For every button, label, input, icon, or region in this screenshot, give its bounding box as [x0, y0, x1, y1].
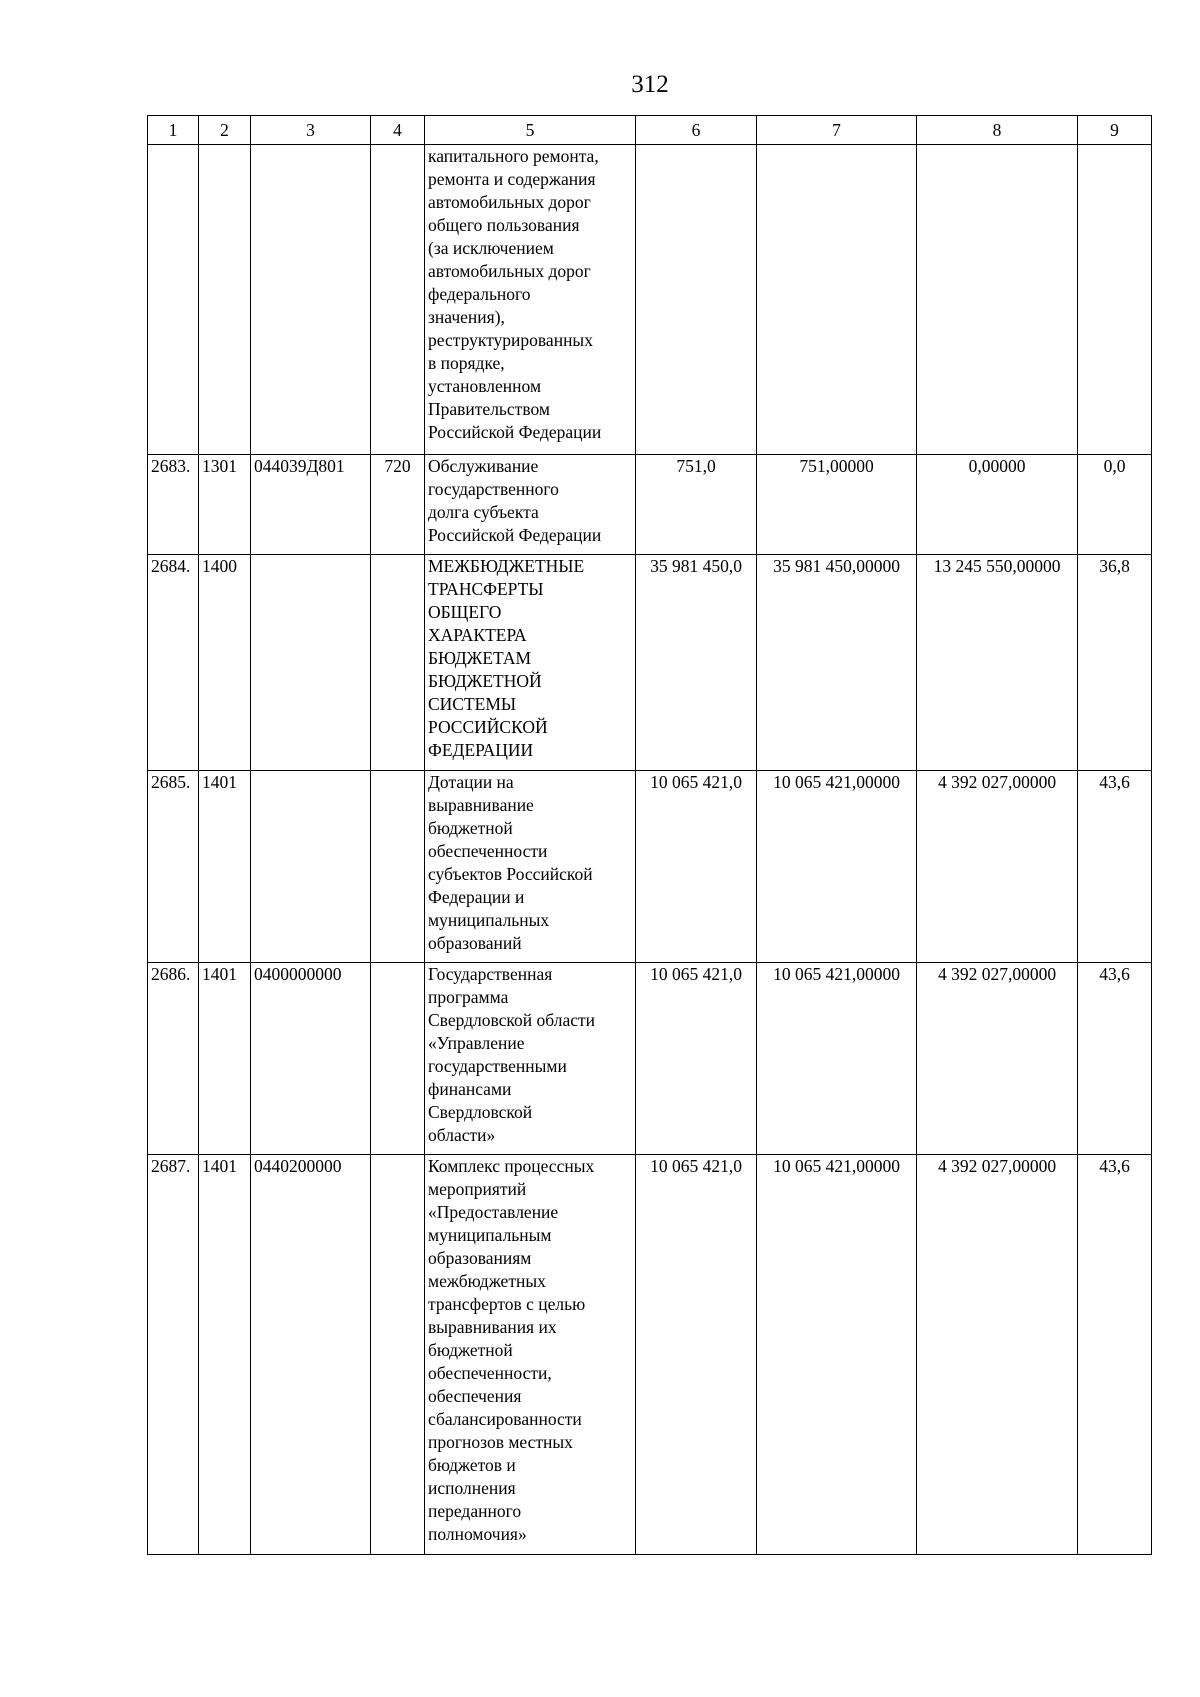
- column-header: 3: [251, 116, 371, 145]
- item-name-text: МЕЖБЮДЖЕТНЫЕ ТРАНСФЕРТЫ ОБЩЕГО ХАРАКТЕРА БЮДЖЕТАМ БЮДЖЕТНОЙ СИСТЕМЫ РОССИЙСКОЙ ФЕДЕРАЦИИ: [428, 556, 585, 760]
- item-name-cell: [425, 455, 636, 555]
- execution-percent-cell: 43,6: [1078, 963, 1152, 1155]
- table-body: [148, 145, 1152, 1555]
- approved-amount-cell: [636, 145, 757, 455]
- expense-type-cell: [371, 145, 425, 455]
- item-name-cell: [425, 145, 636, 455]
- item-name-text: капитального ремонта, ремонта и содержания автомобильных дорог общего пользования (за исключением автомобильных дорог федерального значения), реструктурированных в порядке, установленном Правительством Российской Федерации: [428, 146, 602, 442]
- revised-amount-cell: 10 065 421,00000: [757, 963, 917, 1155]
- execution-percent-cell: 0,0: [1078, 455, 1152, 555]
- column-header: 8: [917, 116, 1078, 145]
- approved-amount-cell: 10 065 421,0: [636, 963, 757, 1155]
- column-header: 4: [371, 116, 425, 145]
- executed-amount-cell: 0,00000: [917, 455, 1078, 555]
- item-name-cell: [425, 771, 636, 963]
- section-code-cell: [199, 145, 251, 455]
- target-code-cell: 044039Д801: [251, 455, 371, 555]
- item-name-text: Государственная программа Свердловской области «Управление государственными финансами Свердловской области»: [428, 964, 596, 1145]
- row-number-cell: 2683.: [148, 455, 199, 555]
- execution-percent-cell: [1078, 145, 1152, 455]
- table-row: [148, 771, 1152, 963]
- revised-amount-cell: 35 981 450,00000: [757, 555, 917, 771]
- column-header: 5: [425, 116, 636, 145]
- column-header: 6: [636, 116, 757, 145]
- executed-amount-cell: [917, 145, 1078, 455]
- revised-amount-cell: 751,00000: [757, 455, 917, 555]
- column-number-row: [148, 116, 1152, 145]
- section-code-cell: 1401: [199, 1155, 251, 1555]
- row-number-cell: 2685.: [148, 771, 199, 963]
- column-header: 2: [199, 116, 251, 145]
- executed-amount-cell: 13 245 550,00000: [917, 555, 1078, 771]
- item-name-cell: [425, 963, 636, 1155]
- budget-table: [147, 115, 1152, 1555]
- table-row: [148, 455, 1152, 555]
- expense-type-cell: 720: [371, 455, 425, 555]
- row-number-cell: 2687.: [148, 1155, 199, 1555]
- executed-amount-cell: 4 392 027,00000: [917, 771, 1078, 963]
- table-row: [148, 555, 1152, 771]
- table-row: [148, 1155, 1152, 1555]
- item-name-cell: [425, 1155, 636, 1555]
- section-code-cell: 1301: [199, 455, 251, 555]
- target-code-cell: 0440200000: [251, 1155, 371, 1555]
- target-code-cell: [251, 771, 371, 963]
- column-header: 9: [1078, 116, 1152, 145]
- item-name-text: Обслуживание государственного долга субъекта Российской Федерации: [428, 456, 602, 545]
- expense-type-cell: [371, 555, 425, 771]
- row-number-cell: [148, 145, 199, 455]
- execution-percent-cell: 36,8: [1078, 555, 1152, 771]
- item-name-text: Дотации на выравнивание бюджетной обеспеченности субъектов Российской Федерации и муниципальных образований: [428, 772, 593, 953]
- expense-type-cell: [371, 963, 425, 1155]
- section-code-cell: 1400: [199, 555, 251, 771]
- row-number-cell: 2686.: [148, 963, 199, 1155]
- item-name-cell: [425, 555, 636, 771]
- approved-amount-cell: 751,0: [636, 455, 757, 555]
- column-header: 7: [757, 116, 917, 145]
- target-code-cell: [251, 555, 371, 771]
- column-header: 1: [148, 116, 199, 145]
- section-code-cell: 1401: [199, 963, 251, 1155]
- approved-amount-cell: 10 065 421,0: [636, 1155, 757, 1555]
- approved-amount-cell: 10 065 421,0: [636, 771, 757, 963]
- target-code-cell: [251, 145, 371, 455]
- target-code-cell: 0400000000: [251, 963, 371, 1155]
- approved-amount-cell: 35 981 450,0: [636, 555, 757, 771]
- execution-percent-cell: 43,6: [1078, 1155, 1152, 1555]
- row-number-cell: 2684.: [148, 555, 199, 771]
- expense-type-cell: [371, 771, 425, 963]
- page-number: 312: [631, 71, 669, 98]
- expense-type-cell: [371, 1155, 425, 1555]
- item-name-text: Комплекс процессных мероприятий «Предоставление муниципальным образованиям межбюджетных трансфертов с целью выравнивания их бюджетной обеспеченности, обеспечения сбалансированности прогнозов местных бюджетов и исполнения переданного полномочия»: [428, 1156, 595, 1544]
- table-row: [148, 963, 1152, 1155]
- section-code-cell: 1401: [199, 771, 251, 963]
- executed-amount-cell: 4 392 027,00000: [917, 1155, 1078, 1555]
- revised-amount-cell: 10 065 421,00000: [757, 771, 917, 963]
- revised-amount-cell: 10 065 421,00000: [757, 1155, 917, 1555]
- table-row: [148, 145, 1152, 455]
- executed-amount-cell: 4 392 027,00000: [917, 963, 1078, 1155]
- execution-percent-cell: 43,6: [1078, 771, 1152, 963]
- revised-amount-cell: [757, 145, 917, 455]
